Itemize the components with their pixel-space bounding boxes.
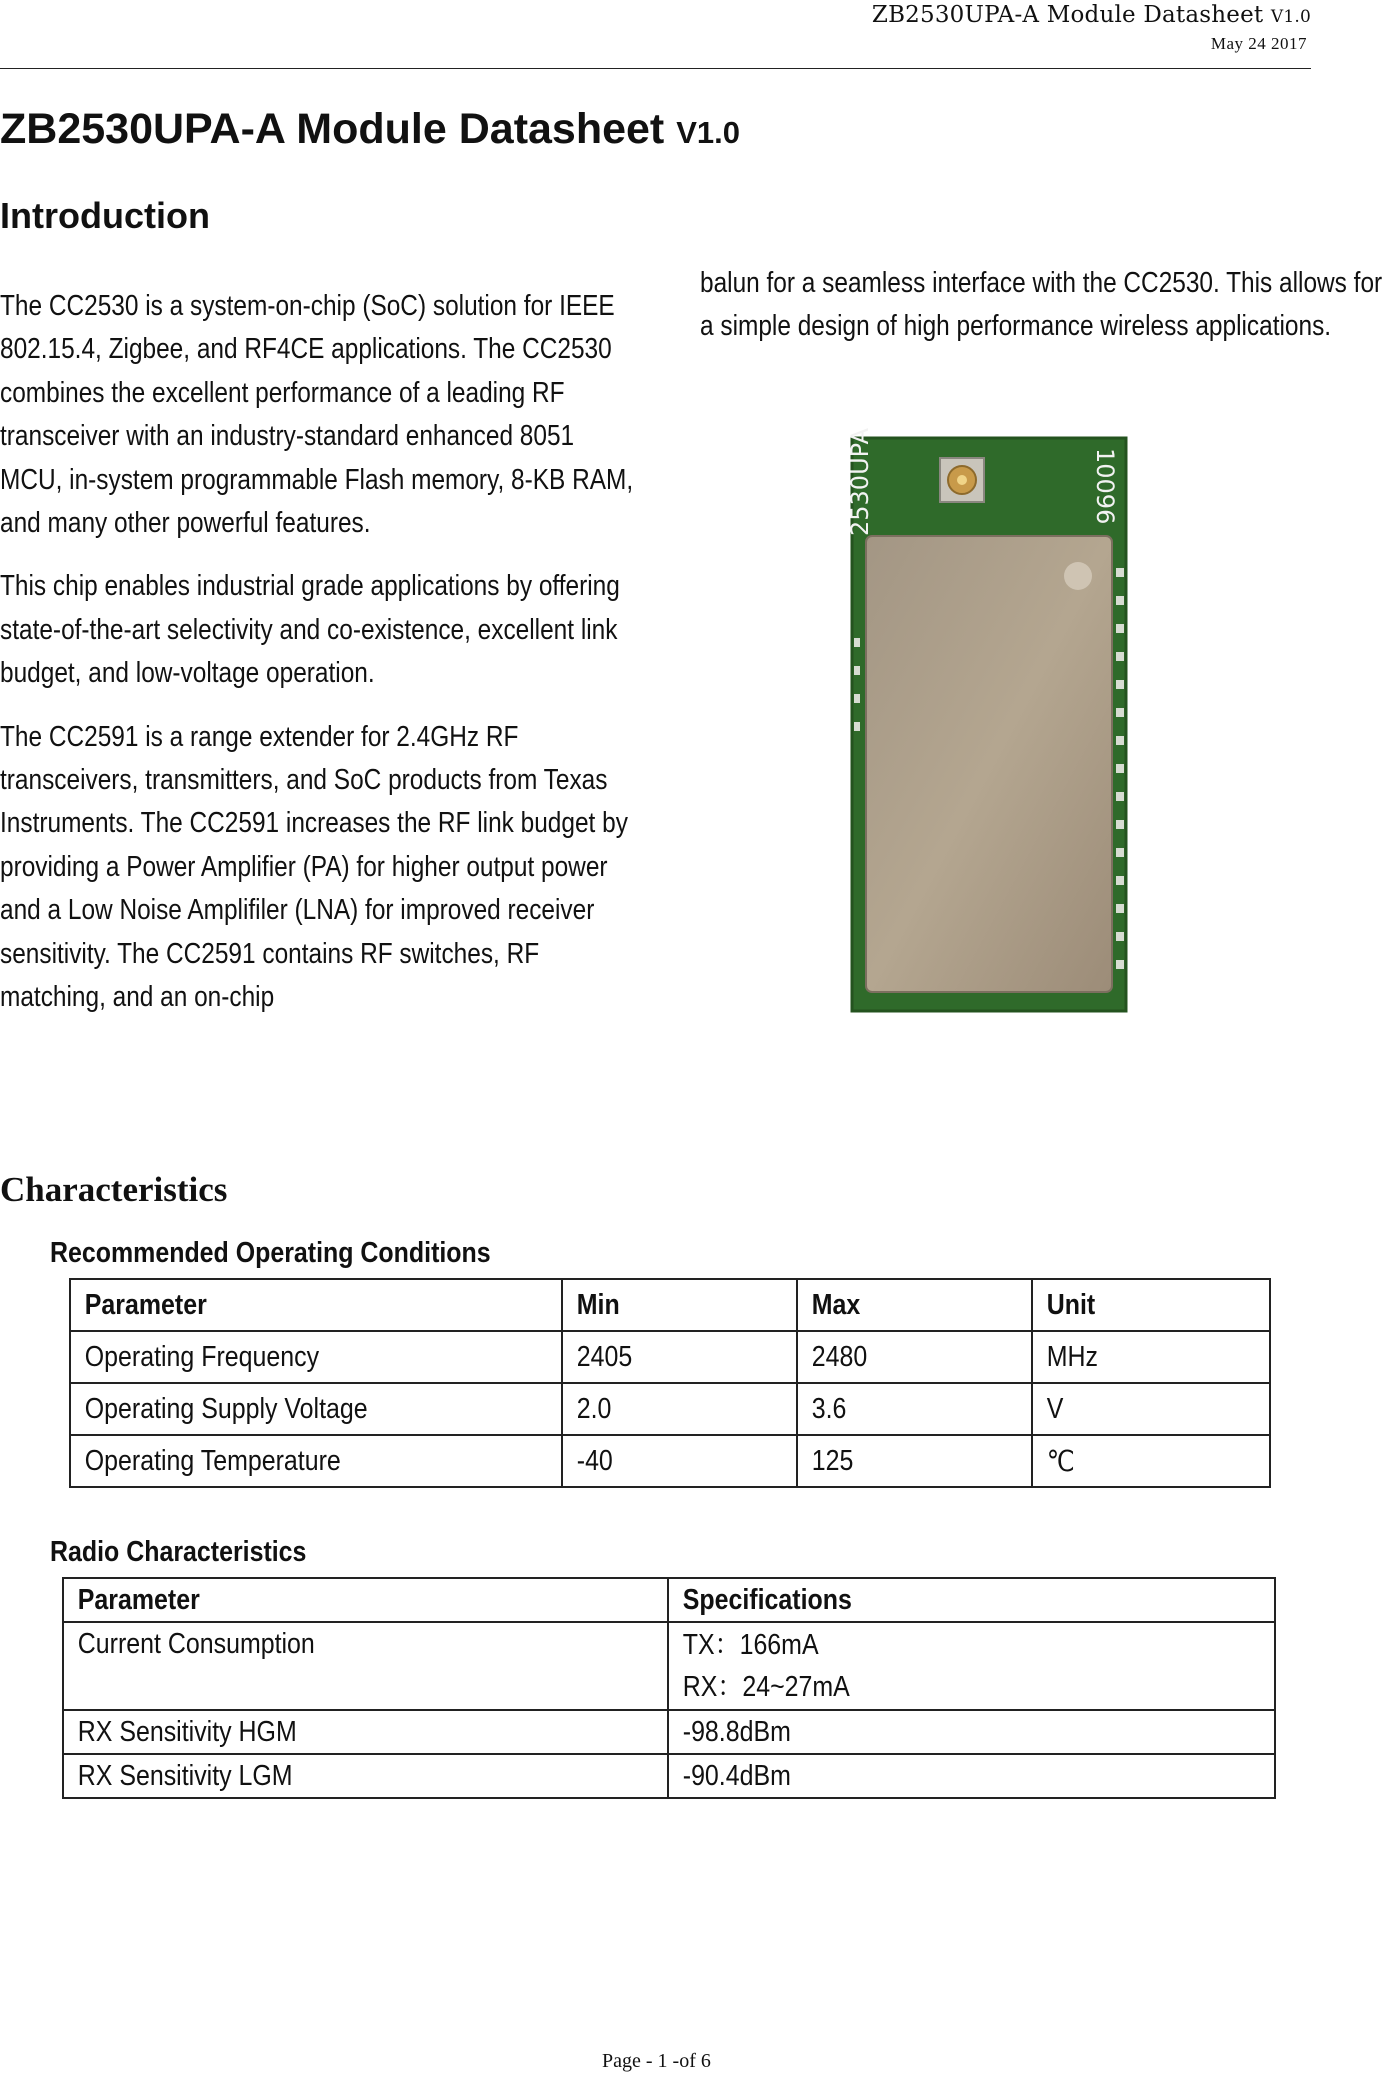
radio-characteristics-table bbox=[62, 1577, 1276, 1799]
table-cell: 2.0 bbox=[562, 1383, 797, 1435]
spec-line: RX：24~27mA bbox=[682, 1671, 850, 1703]
radio-characteristics-heading: Radio Characteristics bbox=[50, 1536, 307, 1568]
table-cell: -40 bbox=[562, 1435, 797, 1487]
silkscreen-code: 10096 bbox=[1091, 448, 1119, 525]
table-cell bbox=[668, 1622, 1275, 1710]
document-title-text: ZB2530UPA-A Module Datasheet bbox=[0, 105, 665, 153]
table-row bbox=[63, 1754, 1275, 1798]
table-header-cell: Min bbox=[562, 1279, 797, 1331]
intro-paragraph: balun for a seamless interface with the CC2530. This allows for a simple design of high performance wireless applications. bbox=[700, 267, 1383, 343]
table-header-row bbox=[63, 1578, 1275, 1622]
table-header-cell: Parameter bbox=[63, 1578, 668, 1622]
introduction-heading: Introduction bbox=[0, 195, 210, 236]
ufl-antenna-connector bbox=[940, 458, 984, 502]
table-cell: RX Sensitivity HGM bbox=[63, 1710, 668, 1754]
table-header-cell: Unit bbox=[1032, 1279, 1271, 1331]
table-cell: ℃ bbox=[1032, 1435, 1271, 1487]
table-cell: Current Consumption bbox=[63, 1622, 668, 1710]
table-cell: Operating Frequency bbox=[70, 1331, 562, 1383]
running-header-text: ZB2530UPA-A Module Datasheet bbox=[871, 2, 1264, 28]
table-row bbox=[70, 1435, 1270, 1487]
table-cell: V bbox=[1032, 1383, 1271, 1435]
document-version: V1.0 bbox=[676, 115, 740, 150]
document-title bbox=[0, 105, 740, 154]
table-cell: Operating Supply Voltage bbox=[70, 1383, 562, 1435]
silkscreen-part: 2530UPA bbox=[846, 428, 874, 536]
table-cell: MHz bbox=[1032, 1331, 1271, 1383]
table-header-cell: Parameter bbox=[70, 1279, 562, 1331]
table-row bbox=[63, 1622, 1275, 1710]
table-cell: -98.8dBm bbox=[668, 1710, 1275, 1754]
table-cell: RX Sensitivity LGM bbox=[63, 1754, 668, 1798]
table-cell: Operating Temperature bbox=[70, 1435, 562, 1487]
intro-right-column bbox=[700, 262, 1384, 369]
running-header-version: V1.0 bbox=[1270, 7, 1311, 27]
header-rule bbox=[0, 68, 1311, 69]
operating-conditions-heading: Recommended Operating Conditions bbox=[50, 1237, 491, 1269]
module-photo bbox=[846, 428, 1126, 1011]
spec-line: TX：166mA bbox=[682, 1629, 819, 1661]
characteristics-heading: Characteristics bbox=[0, 1170, 228, 1209]
table-header-row bbox=[70, 1279, 1270, 1331]
table-header-cell: Max bbox=[797, 1279, 1032, 1331]
table-cell: 2405 bbox=[562, 1331, 797, 1383]
running-header-date: May 24 2017 bbox=[1210, 34, 1307, 53]
rf-shield-can bbox=[866, 536, 1112, 992]
running-header-title bbox=[872, 2, 1311, 28]
table-row bbox=[63, 1710, 1275, 1754]
table-cell: 125 bbox=[797, 1435, 1032, 1487]
shield-fiducial bbox=[1064, 562, 1092, 590]
operating-conditions-table bbox=[69, 1278, 1271, 1488]
table-row bbox=[70, 1331, 1270, 1383]
intro-paragraph: The CC2530 is a system-on-chip (SoC) solution for IEEE 802.15.4, Zigbee, and RF4CE applications. The CC2530 combines the excellent performance of a leading RF transceiver with an industry-standard enhanced 8051 MCU, in-system programmable Flash memory, 8-KB RAM, and many other powerful features. bbox=[0, 290, 634, 540]
intro-paragraph: This chip enables industrial grade applications by offering state-of-the-art selectivity and co-existence, excellent link budget, and low-voltage operation. bbox=[0, 570, 620, 690]
intro-paragraph: The CC2591 is a range extender for 2.4GHz RF transceivers, transmitters, and SoC products from Texas Instruments. The CC2591 increases the RF link budget by providing a Power Amplifier (PA) for higher output power and a Low Noise Amplifiler (LNA) for improved receiver sensitivity. The CC2591 contains RF switches, RF matching, and an on-chip bbox=[0, 720, 628, 1014]
page-number: Page - 1 -of 6 bbox=[602, 2050, 711, 2072]
table-cell: 3.6 bbox=[797, 1383, 1032, 1435]
intro-left-column bbox=[0, 285, 636, 1040]
table-header-cell: Specifications bbox=[668, 1578, 1275, 1622]
table-cell: -90.4dBm bbox=[668, 1754, 1275, 1798]
table-cell: 2480 bbox=[797, 1331, 1032, 1383]
table-row bbox=[70, 1383, 1270, 1435]
